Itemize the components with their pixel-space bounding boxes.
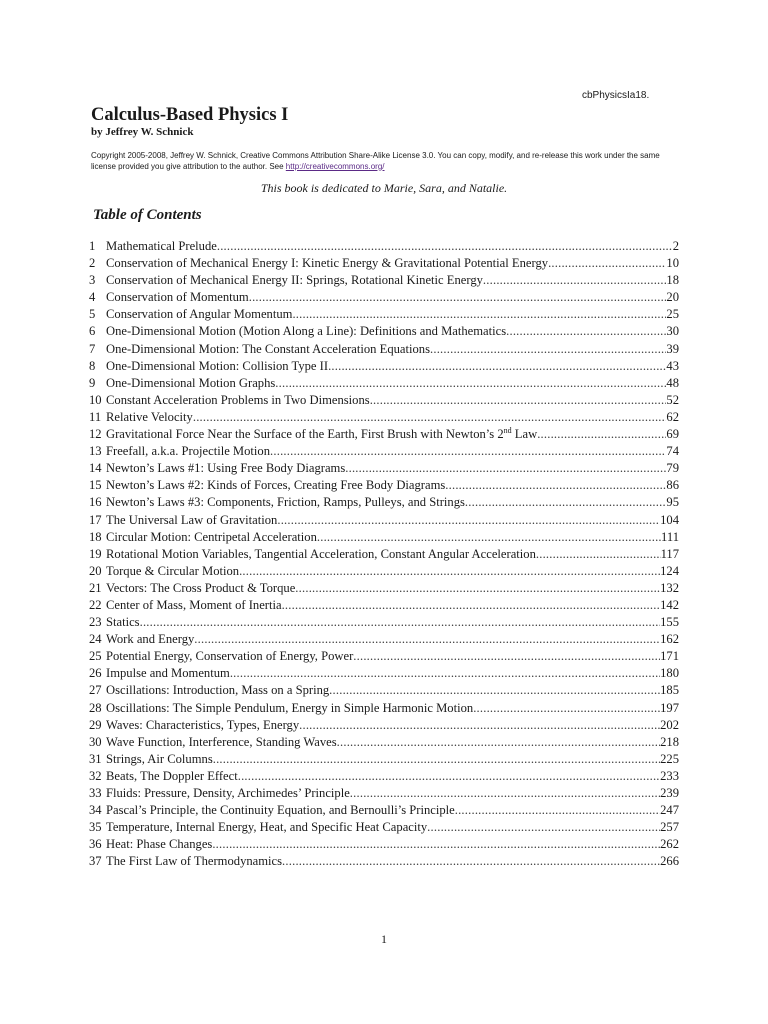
creative-commons-link[interactable]: http://creativecommons.org/ <box>285 161 385 171</box>
toc-entry-number: 8 <box>89 358 96 373</box>
toc-entry-title <box>106 563 239 580</box>
toc-entry[interactable] <box>89 563 679 580</box>
toc-entry[interactable] <box>89 614 679 631</box>
toc-entry-title <box>106 802 455 819</box>
toc-entry-title-text: Conservation of Momentum <box>106 290 249 305</box>
toc-entry-title <box>106 648 353 665</box>
toc-entry-number: 9 <box>89 375 96 390</box>
toc-entry-title-text: Work and Energy <box>106 632 195 647</box>
toc-entry-title-text: The First Law of Thermodynamics <box>106 854 283 869</box>
toc-entry-page: 218 <box>660 734 679 749</box>
toc-entry-title-text: Relative Velocity <box>106 409 193 424</box>
toc-entry-title <box>106 341 430 358</box>
toc-entry[interactable] <box>89 477 679 494</box>
toc-entry-title-text: Conservation of Mechanical Energy II: Springs, Rotational Kinetic Energy <box>106 273 483 288</box>
toc-entry-title-text: Heat: Phase Changes <box>106 837 213 852</box>
toc-entry-title <box>106 443 270 460</box>
toc-entry[interactable] <box>89 238 679 255</box>
toc-entry-title-suffix: Law <box>511 427 538 442</box>
toc-dot-leader <box>239 563 660 580</box>
document-id: cbPhysicsIa18. <box>582 90 650 101</box>
toc-entry[interactable] <box>89 734 679 751</box>
toc-entry-title <box>106 614 140 631</box>
toc-entry-title <box>106 358 328 375</box>
toc-dot-leader <box>299 717 660 734</box>
toc-entry-number: 29 <box>89 717 102 732</box>
toc-entry[interactable] <box>89 512 679 529</box>
toc-entry-title-text: One-Dimensional Motion Graphs <box>106 375 276 390</box>
toc-dot-leader <box>282 597 661 614</box>
toc-entry-number: 11 <box>89 409 102 424</box>
toc-entry-number: 36 <box>89 837 102 852</box>
toc-entry[interactable] <box>89 665 679 682</box>
toc-entry-title <box>106 785 350 802</box>
toc-dot-leader <box>465 494 666 511</box>
toc-entry-title <box>106 751 213 768</box>
toc-dot-leader <box>427 819 660 836</box>
toc-entry-title-text: Gravitational Force Near the Surface of the Earth, First Brush with Newton’s 2 <box>106 427 504 442</box>
toc-dot-leader <box>213 751 660 768</box>
toc-entry[interactable] <box>89 682 679 699</box>
toc-entry-title-text: One-Dimensional Motion: The Constant Acceleration Equations <box>106 341 430 356</box>
toc-entry-title-text: Freefall, a.k.a. Projectile Motion <box>106 444 271 459</box>
toc-entry-title-text: Statics <box>106 615 140 630</box>
toc-heading: Table of Contents <box>93 207 202 223</box>
toc-entry-number: 15 <box>89 478 102 493</box>
toc-entry[interactable] <box>89 426 679 443</box>
toc-entry[interactable] <box>89 358 679 375</box>
toc-entry[interactable] <box>89 443 679 460</box>
page-number: 1 <box>381 932 387 946</box>
toc-entry-title <box>106 819 427 836</box>
toc-entry-number: 1 <box>89 239 96 253</box>
toc-entry-page: 197 <box>660 700 679 715</box>
toc-entry-title-text: Newton’s Laws #3: Components, Friction, Ramps, Pulleys, and Strings <box>106 495 465 510</box>
toc-entry-title <box>106 546 536 563</box>
toc-entry-page: 262 <box>660 837 679 852</box>
toc-entry-page: 74 <box>666 444 679 459</box>
toc-entry[interactable] <box>89 546 679 563</box>
toc-entry-title-text: The Universal Law of Gravitation <box>106 512 278 527</box>
toc-entry-number: 27 <box>89 683 102 698</box>
toc-entry-number: 37 <box>89 854 102 869</box>
toc-entry-title <box>106 836 212 853</box>
toc-entry[interactable] <box>89 323 679 340</box>
toc-entry-title <box>106 272 483 289</box>
toc-entry[interactable] <box>89 836 679 853</box>
dedication: This book is dedicated to Marie, Sara, and Natalie. <box>260 181 508 195</box>
toc-entry-title-text: Conservation of Angular Momentum <box>106 307 293 322</box>
toc-entry-number: 12 <box>89 427 102 442</box>
toc-entry-title <box>106 717 299 734</box>
toc-entry-number: 14 <box>89 461 102 476</box>
document-title: Calculus-Based Physics I <box>91 105 289 125</box>
toc-dot-leader <box>445 477 666 494</box>
toc-entry-number: 16 <box>89 495 102 510</box>
toc-entry-title <box>106 375 275 392</box>
toc-entry[interactable] <box>89 375 679 392</box>
toc-entry-page: 132 <box>660 580 679 595</box>
toc-dot-leader <box>345 460 666 477</box>
toc-entry-title <box>106 289 249 306</box>
toc-dot-leader <box>536 546 661 563</box>
toc-entry-number: 10 <box>89 392 102 407</box>
toc-entry-number: 20 <box>89 563 102 578</box>
toc-entry-title-text: Oscillations: Introduction, Mass on a Spring <box>106 683 330 698</box>
toc-entry-title-text: Strings, Air Columns <box>106 751 213 766</box>
toc-entry-title-text: Waves: Characteristics, Types, Energy <box>106 717 300 732</box>
toc-entry-page: 247 <box>660 803 679 818</box>
toc-dot-leader <box>194 631 660 648</box>
toc-entry[interactable] <box>89 648 679 665</box>
toc-entry-title-text: Impulse and Momentum <box>106 666 230 681</box>
toc-entry-title-text: Potential Energy, Conservation of Energy, Power <box>106 649 354 664</box>
toc-entry-page: 111 <box>661 529 679 544</box>
toc-dot-leader <box>506 323 666 340</box>
toc-entry[interactable] <box>89 700 679 717</box>
toc-entry-page: 10 <box>666 256 679 271</box>
toc-entry-title-text: Conservation of Mechanical Energy I: Kinetic Energy & Gravitational Potential Energy <box>106 256 549 271</box>
toc-entry[interactable] <box>89 597 679 614</box>
toc-entry-number: 34 <box>89 803 102 818</box>
toc-entry-title-text: Temperature, Internal Energy, Heat, and Specific Heat Capacity <box>106 820 428 835</box>
toc-entry-title <box>106 580 295 597</box>
toc-dot-leader <box>370 392 667 409</box>
toc-entry[interactable] <box>89 580 679 597</box>
toc-dot-leader <box>217 238 673 255</box>
toc-entry-page: 104 <box>660 512 679 527</box>
toc-entry-page: 225 <box>660 751 679 766</box>
toc-entry-page: 48 <box>666 375 679 390</box>
toc-entry-page: 117 <box>660 546 679 561</box>
toc-entry-title <box>106 392 370 409</box>
toc-entry-page: 202 <box>660 717 679 732</box>
toc-entry-title-text: Vectors: The Cross Product & Torque <box>106 580 296 595</box>
toc-entry-page: 2 <box>672 239 679 253</box>
toc-entry-title <box>106 512 277 529</box>
toc-entry-title <box>106 682 329 699</box>
toc-entry-title <box>106 700 473 717</box>
toc-entry-number: 32 <box>89 768 102 783</box>
toc-entry-page: 52 <box>666 392 679 407</box>
toc-entry-number: 19 <box>89 546 102 561</box>
toc-entry-title <box>106 597 282 614</box>
toc-entry-title-text: One-Dimensional Motion (Motion Along a Line): Definitions and Mathematics <box>106 324 507 339</box>
toc-entry-page: 95 <box>666 495 679 510</box>
toc-entry-number: 21 <box>89 580 102 595</box>
toc-dot-leader <box>473 700 660 717</box>
toc-dot-leader <box>350 785 660 802</box>
toc-entry-title-text: Torque & Circular Motion <box>106 563 240 578</box>
toc-entry[interactable] <box>89 631 679 648</box>
toc-entry-number: 13 <box>89 444 102 459</box>
toc-entry-title <box>106 665 230 682</box>
toc-dot-leader <box>212 836 660 853</box>
toc-entry-title <box>106 494 465 511</box>
toc-entry-number: 31 <box>89 751 102 766</box>
toc-entry-page: 142 <box>660 597 679 612</box>
toc-entry-number: 18 <box>89 529 102 544</box>
toc-entry-page: 239 <box>660 786 679 800</box>
toc-entry-number: 2 <box>89 256 96 271</box>
toc-dot-leader <box>275 375 666 392</box>
table-of-contents <box>89 238 679 870</box>
toc-dot-leader <box>249 289 667 306</box>
toc-dot-leader <box>295 580 660 597</box>
toc-entry[interactable] <box>89 272 679 289</box>
toc-entry-page: 233 <box>660 768 679 783</box>
toc-entry-number: 33 <box>89 786 102 800</box>
toc-entry-number: 17 <box>89 512 102 527</box>
toc-entry-title <box>106 529 317 546</box>
toc-dot-leader <box>455 802 660 819</box>
toc-entry-title-text: Newton’s Laws #2: Kinds of Forces, Creating Free Body Diagrams <box>106 478 446 493</box>
toc-entry[interactable] <box>89 460 679 477</box>
toc-entry-page: 155 <box>660 615 679 630</box>
toc-entry[interactable] <box>89 409 679 426</box>
toc-dot-leader <box>282 853 660 870</box>
toc-entry-title-text: One-Dimensional Motion: Collision Type II <box>106 358 329 373</box>
toc-entry-number: 23 <box>89 615 102 630</box>
toc-entry-title-text: Newton’s Laws #1: Using Free Body Diagrams <box>106 461 346 476</box>
toc-entry-number: 3 <box>89 273 96 288</box>
toc-entry-title-text: Circular Motion: Centripetal Acceleration <box>106 529 317 544</box>
toc-entry-number: 6 <box>89 324 96 339</box>
toc-entry-title <box>106 768 238 785</box>
toc-entry-page: 162 <box>660 632 679 647</box>
toc-entry[interactable] <box>89 392 679 409</box>
toc-entry-title-text: Beats, The Doppler Effect <box>106 768 238 783</box>
toc-dot-leader <box>483 272 666 289</box>
toc-entry-page: 18 <box>666 273 679 288</box>
toc-entry-title <box>106 238 217 255</box>
toc-dot-leader <box>353 648 660 665</box>
toc-entry-title <box>106 255 548 272</box>
toc-entry-title <box>106 426 537 443</box>
toc-entry-page: 185 <box>660 683 679 698</box>
toc-entry-number: 26 <box>89 666 102 681</box>
toc-entry-page: 79 <box>666 461 679 476</box>
toc-entry-title <box>106 323 506 340</box>
copyright-notice <box>91 151 671 172</box>
toc-entry-page: 180 <box>660 666 679 681</box>
toc-entry[interactable] <box>89 819 679 836</box>
toc-entry-page: 69 <box>666 427 679 442</box>
toc-entry-page: 20 <box>666 290 679 305</box>
toc-dot-leader <box>317 529 661 546</box>
toc-dot-leader <box>328 358 666 375</box>
toc-dot-leader <box>270 443 666 460</box>
toc-entry-number: 25 <box>89 649 102 664</box>
toc-dot-leader <box>277 512 660 529</box>
toc-entry-number: 30 <box>89 734 102 749</box>
toc-entry-page: 124 <box>660 563 679 578</box>
toc-entry-number: 28 <box>89 700 102 715</box>
toc-entry-page: 266 <box>660 854 679 869</box>
author-line: by Jeffrey W. Schnick <box>91 126 194 138</box>
toc-entry-title-text: Mathematical Prelude <box>106 239 217 253</box>
toc-entry[interactable] <box>89 853 679 870</box>
toc-dot-leader <box>193 409 667 426</box>
toc-entry[interactable] <box>89 768 679 785</box>
toc-entry-page: 171 <box>660 649 679 664</box>
toc-entry-page: 62 <box>666 409 679 424</box>
toc-entry-number: 4 <box>89 290 96 305</box>
toc-dot-leader <box>292 306 666 323</box>
toc-entry-page: 257 <box>660 820 679 835</box>
toc-entry-title <box>106 306 292 323</box>
toc-dot-leader <box>337 734 660 751</box>
toc-dot-leader <box>548 255 666 272</box>
toc-entry-page: 86 <box>666 478 679 493</box>
toc-entry-title-text: Pascal’s Principle, the Continuity Equation, and Bernoulli’s Principle <box>106 803 455 818</box>
toc-entry-title <box>106 460 345 477</box>
toc-entry[interactable] <box>89 751 679 768</box>
toc-entry-title <box>106 734 337 751</box>
toc-entry-page: 39 <box>666 341 679 356</box>
toc-dot-leader <box>537 426 666 443</box>
toc-dot-leader <box>329 682 660 699</box>
toc-entry-number: 7 <box>89 341 96 356</box>
toc-entry-number: 22 <box>89 597 102 612</box>
toc-dot-leader <box>238 768 660 785</box>
toc-entry-title-text: Fluids: Pressure, Density, Archimedes’ Principle <box>106 786 350 800</box>
toc-entry[interactable] <box>89 306 679 323</box>
toc-dot-leader <box>230 665 660 682</box>
toc-entry[interactable] <box>89 289 679 306</box>
toc-entry-page: 43 <box>666 358 679 373</box>
toc-entry-page: 25 <box>666 307 679 322</box>
toc-entry-title-text: Center of Mass, Moment of Inertia <box>106 597 282 612</box>
copyright-text: Copyright 2005-2008, Jeffrey W. Schnick, Creative Commons Attribution Share-Alike License 3.0. You can copy, modify, and re-release this work under the same license provided you give attribution to the author. See <box>91 151 660 171</box>
toc-entry-title-text: Constant Acceleration Problems in Two Dimensions <box>106 392 370 407</box>
toc-dot-leader <box>140 614 661 631</box>
toc-entry-number: 24 <box>89 632 102 647</box>
toc-entry-title <box>106 409 193 426</box>
toc-entry[interactable] <box>89 255 679 272</box>
toc-entry-superscript: nd <box>503 425 512 435</box>
toc-dot-leader <box>430 341 666 358</box>
toc-entry-title-text: Oscillations: The Simple Pendulum, Energy in Simple Harmonic Motion <box>106 700 474 715</box>
toc-entry[interactable] <box>89 717 679 734</box>
toc-entry[interactable] <box>89 529 679 546</box>
toc-entry-page: 30 <box>666 324 679 339</box>
toc-entry[interactable] <box>89 802 679 819</box>
toc-entry-title <box>106 853 282 870</box>
toc-entry-number: 5 <box>89 307 96 322</box>
toc-entry-title-text: Wave Function, Interference, Standing Waves <box>106 734 337 749</box>
toc-entry-title-text: Rotational Motion Variables, Tangential Acceleration, Constant Angular Acceleration <box>106 546 536 561</box>
toc-entry-number: 35 <box>89 820 102 835</box>
toc-entry[interactable] <box>89 341 679 358</box>
toc-entry[interactable] <box>89 494 679 511</box>
toc-entry-title <box>106 477 445 494</box>
toc-entry[interactable] <box>89 785 679 802</box>
toc-entry-title <box>106 631 194 648</box>
